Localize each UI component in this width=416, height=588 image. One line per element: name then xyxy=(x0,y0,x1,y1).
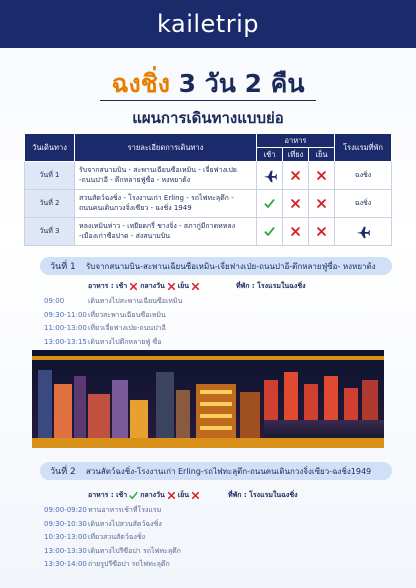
cross-icon xyxy=(129,282,138,291)
cross-icon xyxy=(191,491,200,500)
day1-lunch-label: กลางวัน xyxy=(140,282,165,290)
summary-dinner-cell xyxy=(309,162,335,190)
schedule-text: เดินทางไปตึกหลายฟู่ ซื่อ xyxy=(88,337,162,346)
col-detail-header: รายละเอียดการเดินทาง xyxy=(75,134,257,162)
page-title xyxy=(0,64,416,104)
day1-meals-label: อาหาร : เช้า xyxy=(88,282,128,290)
city-night-illustration xyxy=(32,350,384,448)
col-hotel-header: โรงแรมที่พัก xyxy=(335,134,392,162)
summary-detail-cell: สวนสัตว์ฉงชิ่ง - โรงงานเก่า Erling - รถไฟทะลุตึก - ถนนคนเดินกวงจิ่งเซียว - ฉงชิ่ง 1949 xyxy=(75,190,257,218)
schedule-row xyxy=(44,558,181,572)
check-icon xyxy=(129,491,138,500)
title-duration: 3 วัน 2 คืน xyxy=(178,69,305,98)
schedule-text: ทานอาหารเช้าที่โรงแรม xyxy=(88,506,162,514)
summary-row xyxy=(25,162,392,190)
summary-day-cell: วันที่ 2 xyxy=(25,190,75,218)
header-bar xyxy=(0,0,416,48)
schedule-time: 09:00 xyxy=(44,297,65,305)
schedule-text: เที่ยวเจี่ยฟางเป่ย-ถนนปาอี xyxy=(88,324,166,332)
summary-hotel-cell: ฉงชิ่ง xyxy=(335,162,392,190)
cross-icon xyxy=(316,226,327,237)
schedule-time: 10:30-13:00 xyxy=(44,533,87,541)
summary-hotel-cell xyxy=(335,218,392,246)
summary-row xyxy=(25,190,392,218)
schedule-row xyxy=(44,295,182,309)
day1-schedule xyxy=(44,295,182,349)
schedule-time: 09:00-09:20 xyxy=(44,506,87,514)
cross-icon xyxy=(167,282,176,291)
day2-lunch-label: กลางวัน xyxy=(140,491,165,499)
summary-lunch-cell xyxy=(283,218,309,246)
check-icon xyxy=(264,226,275,237)
schedule-text: เที่ยวสวนสัตว์ฉงชิ่ง xyxy=(88,533,146,541)
cross-icon xyxy=(290,170,301,181)
schedule-time: 13:00-13:30 xyxy=(44,546,87,555)
schedule-row xyxy=(44,531,181,545)
cross-icon xyxy=(167,491,176,500)
day1-stay: ที่พัก : โรงแรมในฉงชิ่ง xyxy=(236,282,306,290)
day1-route: รับจากสนามบิน-สะพานเฉียนซือเหมิน-เจี่ยฟางเป่ย-ถนนปาอี-ตึกหลายฟู่ซื่อ- หงหยาต้ง xyxy=(86,261,376,271)
brand-logo: kailetrip xyxy=(157,10,259,38)
page-subtitle: แผนการเดินทางแบบย่อ xyxy=(132,109,284,127)
summary-day-cell: วันที่ 1 xyxy=(25,162,75,190)
cross-icon xyxy=(191,282,200,291)
cross-icon xyxy=(290,198,301,209)
summary-breakfast-cell xyxy=(257,162,283,190)
title-city: ฉงชิ่ง xyxy=(111,69,170,98)
summary-day-cell: วันที่ 3 xyxy=(25,218,75,246)
schedule-time: 09:30-11:00 xyxy=(44,310,87,319)
schedule-text: ถ่ายรูปรีซือปา รถไฟทะลุตึก xyxy=(88,560,170,568)
schedule-text: เดินทางไปสวนสัตว์ฉงชิ่ง xyxy=(88,519,162,528)
col-dinner-header: เย็น xyxy=(309,148,335,162)
cross-icon xyxy=(290,226,301,237)
col-breakfast-header: เช้า xyxy=(257,148,283,162)
cross-icon xyxy=(316,170,327,181)
schedule-time: 13:00-13:15 xyxy=(44,337,87,346)
schedule-time: 13:30-14:00 xyxy=(44,560,87,568)
schedule-text: เที่ยวสะพานเฉียนซือเหมิน xyxy=(88,310,166,319)
summary-breakfast-cell xyxy=(257,190,283,218)
day2-schedule xyxy=(44,504,181,572)
check-icon xyxy=(264,198,275,209)
day1-dinner-label: เย็น xyxy=(177,282,190,290)
title-underline xyxy=(100,100,316,101)
schedule-text: เดินทางไปรีซือปา รถไฟทะลุตึก xyxy=(88,546,181,555)
schedule-time: 09:30-10:30 xyxy=(44,519,87,528)
col-day-header: วันเดินทาง xyxy=(25,134,75,162)
schedule-time: 11:00-13:00 xyxy=(44,324,87,332)
city-night-photo xyxy=(32,350,384,448)
summary-lunch-cell xyxy=(283,190,309,218)
day1-meals xyxy=(88,281,200,292)
schedule-row xyxy=(44,504,181,518)
schedule-row xyxy=(44,309,182,323)
schedule-row xyxy=(44,518,181,532)
day2-meals-label: อาหาร : เช้า xyxy=(88,491,128,499)
cross-icon xyxy=(167,282,176,291)
day2-bar xyxy=(40,462,392,480)
day1-bar xyxy=(40,257,392,275)
day2-route: สวนสัตว์ฉงชิ่ง-โรงงานเก่า Erling-รถไฟทะลุตึก-ถนนคนเดินกวงจิ่งเซียว-ฉงชิ่ง1949 xyxy=(86,466,372,476)
summary-dinner-cell xyxy=(309,218,335,246)
check-icon xyxy=(129,491,138,500)
summary-detail-cell: รับจากสนามบิน - สะพานเฉียนซือเหมิน - เจี่ยฟางเปย -ถนนปาอี - ตึกหลายฟู่ซื่อ - หงหยาต้ง xyxy=(75,162,257,190)
col-lunch-header: เที่ยง xyxy=(283,148,309,162)
summary-dinner-cell xyxy=(309,190,335,218)
cross-icon xyxy=(191,282,200,291)
itinerary-summary-table xyxy=(24,133,392,246)
cross-icon xyxy=(129,282,138,291)
cross-icon xyxy=(191,491,200,500)
schedule-row xyxy=(44,322,182,336)
day1-label: วันที่ 1 xyxy=(50,262,76,272)
summary-row xyxy=(25,218,392,246)
summary-breakfast-cell xyxy=(257,218,283,246)
day2-dinner-label: เย็น xyxy=(177,491,190,499)
summary-lunch-cell xyxy=(283,162,309,190)
schedule-text: เดินทางไปสะพานเฉียนซือเหมิน xyxy=(88,297,183,305)
day2-label: วันที่ 2 xyxy=(50,467,76,477)
day2-stay: ที่พัก : โรงแรมในฉงชิ่ง xyxy=(228,491,298,499)
plane-icon xyxy=(263,169,277,183)
col-meals-header: อาหาร xyxy=(257,134,335,148)
cross-icon xyxy=(167,491,176,500)
schedule-row xyxy=(44,336,182,350)
cross-icon xyxy=(316,198,327,209)
summary-hotel-cell: ฉงชิ่ง xyxy=(335,190,392,218)
summary-detail-cell: หลงเหมินห่าว - เหยียดกรี่ ชางจิ่ง - สภากู่มีกาดหหลง -เมืองเก่าซือปาด - ส่งสนามบิน xyxy=(75,218,257,246)
day2-meals xyxy=(88,490,200,501)
plane-icon xyxy=(356,225,370,239)
schedule-row xyxy=(44,545,181,559)
